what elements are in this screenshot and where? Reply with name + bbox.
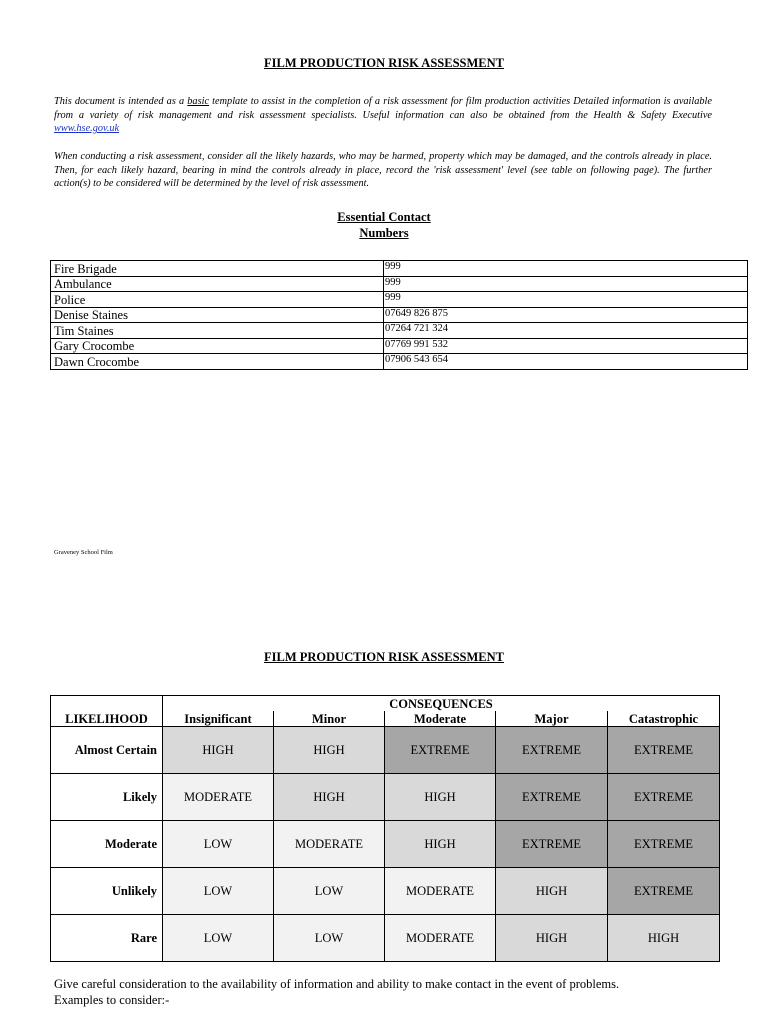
consequences-header: CONSEQUENCES (163, 696, 720, 712)
contact-number: 999 (384, 276, 748, 292)
risk-level-cell: MODERATE (163, 774, 274, 821)
matrix-row (51, 821, 720, 868)
contacts-heading-line1: Essential Contact (337, 210, 431, 224)
intro-text-end: template to assist in the completion of a risk assessment for film production activities Detailed information is available from a variety of risk management and risk assessment specialists. Useful information can also be obtained from the Health & Safety Executive (54, 96, 712, 121)
contact-row (51, 323, 748, 339)
contact-name: Gary Crocombe (51, 338, 384, 354)
closing-line-1: Give careful consideration to the availability of information and ability to make contact in the event of problems. (54, 977, 620, 991)
risk-level-cell: EXTREME (496, 774, 608, 821)
contact-name: Denise Staines (51, 307, 384, 323)
likelihood-label: Unlikely (51, 868, 163, 915)
footer-note: Graveney School Film (54, 549, 113, 556)
risk-level-cell: EXTREME (385, 727, 496, 774)
contacts-heading-line2: Numbers (359, 225, 409, 240)
risk-level-cell: HIGH (385, 821, 496, 868)
contact-row (51, 307, 748, 323)
document-title: FILM PRODUCTION RISK ASSESSMENT (264, 56, 504, 70)
hse-link[interactable]: www.hse.gov.uk (54, 123, 120, 135)
risk-level-cell: MODERATE (385, 868, 496, 915)
matrix-row (51, 868, 720, 915)
likelihood-label: Likely (51, 774, 163, 821)
contact-name: Fire Brigade (51, 261, 384, 277)
guidance-paragraph: When conducting a risk assessment, consider all the likely hazards, who may be harmed, property which may be damaged, and the controls already in place. Then, for each likely hazard, bearing in mind the controls already in place, record the 'risk assessment' level (see table on following page). The further action(s) to be considered will be determined by the level of risk assessment. (54, 151, 712, 190)
contact-number: 999 (384, 261, 748, 277)
intro-emphasis: basic (187, 96, 210, 107)
contact-number: 07769 991 532 (384, 338, 748, 354)
matrix-row (51, 774, 720, 821)
risk-level-cell: MODERATE (385, 915, 496, 962)
likelihood-label: Rare (51, 915, 163, 962)
likelihood-label: Moderate (51, 821, 163, 868)
intro-paragraph (54, 95, 712, 136)
risk-level-cell: EXTREME (496, 821, 608, 868)
contacts-heading (0, 210, 768, 241)
risk-level-cell: EXTREME (608, 774, 720, 821)
risk-level-cell: HIGH (274, 727, 385, 774)
risk-level-cell: LOW (163, 915, 274, 962)
contact-number: 07649 826 875 (384, 307, 748, 323)
risk-level-cell: HIGH (163, 727, 274, 774)
consequence-column-header: Major (496, 711, 608, 727)
risk-level-cell: LOW (274, 868, 385, 915)
risk-level-cell: LOW (163, 868, 274, 915)
risk-level-cell: MODERATE (274, 821, 385, 868)
risk-level-cell: EXTREME (496, 727, 608, 774)
matrix-row (51, 727, 720, 774)
contact-number: 07906 543 654 (384, 354, 748, 370)
risk-level-cell: HIGH (274, 774, 385, 821)
contact-number: 999 (384, 292, 748, 308)
contact-row (51, 261, 748, 277)
contact-number: 07264 721 324 (384, 323, 748, 339)
contact-name: Dawn Crocombe (51, 354, 384, 370)
risk-level-cell: HIGH (496, 915, 608, 962)
likelihood-header: LIKELIHOOD (51, 696, 163, 727)
matrix-row (51, 915, 720, 962)
risk-level-cell: EXTREME (608, 868, 720, 915)
risk-level-cell: HIGH (496, 868, 608, 915)
likelihood-label: Almost Certain (51, 727, 163, 774)
contact-row (51, 276, 748, 292)
matrix-page-title: FILM PRODUCTION RISK ASSESSMENT (264, 650, 504, 664)
consequence-column-header: Minor (274, 711, 385, 727)
contacts-table (50, 260, 748, 370)
risk-level-cell: LOW (274, 915, 385, 962)
risk-level-cell: EXTREME (608, 821, 720, 868)
risk-matrix (50, 695, 720, 962)
closing-text (54, 977, 619, 1008)
contact-name: Police (51, 292, 384, 308)
risk-level-cell: HIGH (385, 774, 496, 821)
consequence-column-header: Insignificant (163, 711, 274, 727)
contact-row (51, 354, 748, 370)
consequence-column-header: Moderate (385, 711, 496, 727)
intro-text-start: This document is intended as a (54, 96, 188, 107)
consequence-column-header: Catastrophic (608, 711, 720, 727)
contact-row (51, 338, 748, 354)
contact-row (51, 292, 748, 308)
contact-name: Ambulance (51, 276, 384, 292)
risk-level-cell: HIGH (608, 915, 720, 962)
contact-name: Tim Staines (51, 323, 384, 339)
risk-level-cell: LOW (163, 821, 274, 868)
risk-level-cell: EXTREME (608, 727, 720, 774)
closing-line-2: Examples to consider:- (54, 992, 170, 1007)
